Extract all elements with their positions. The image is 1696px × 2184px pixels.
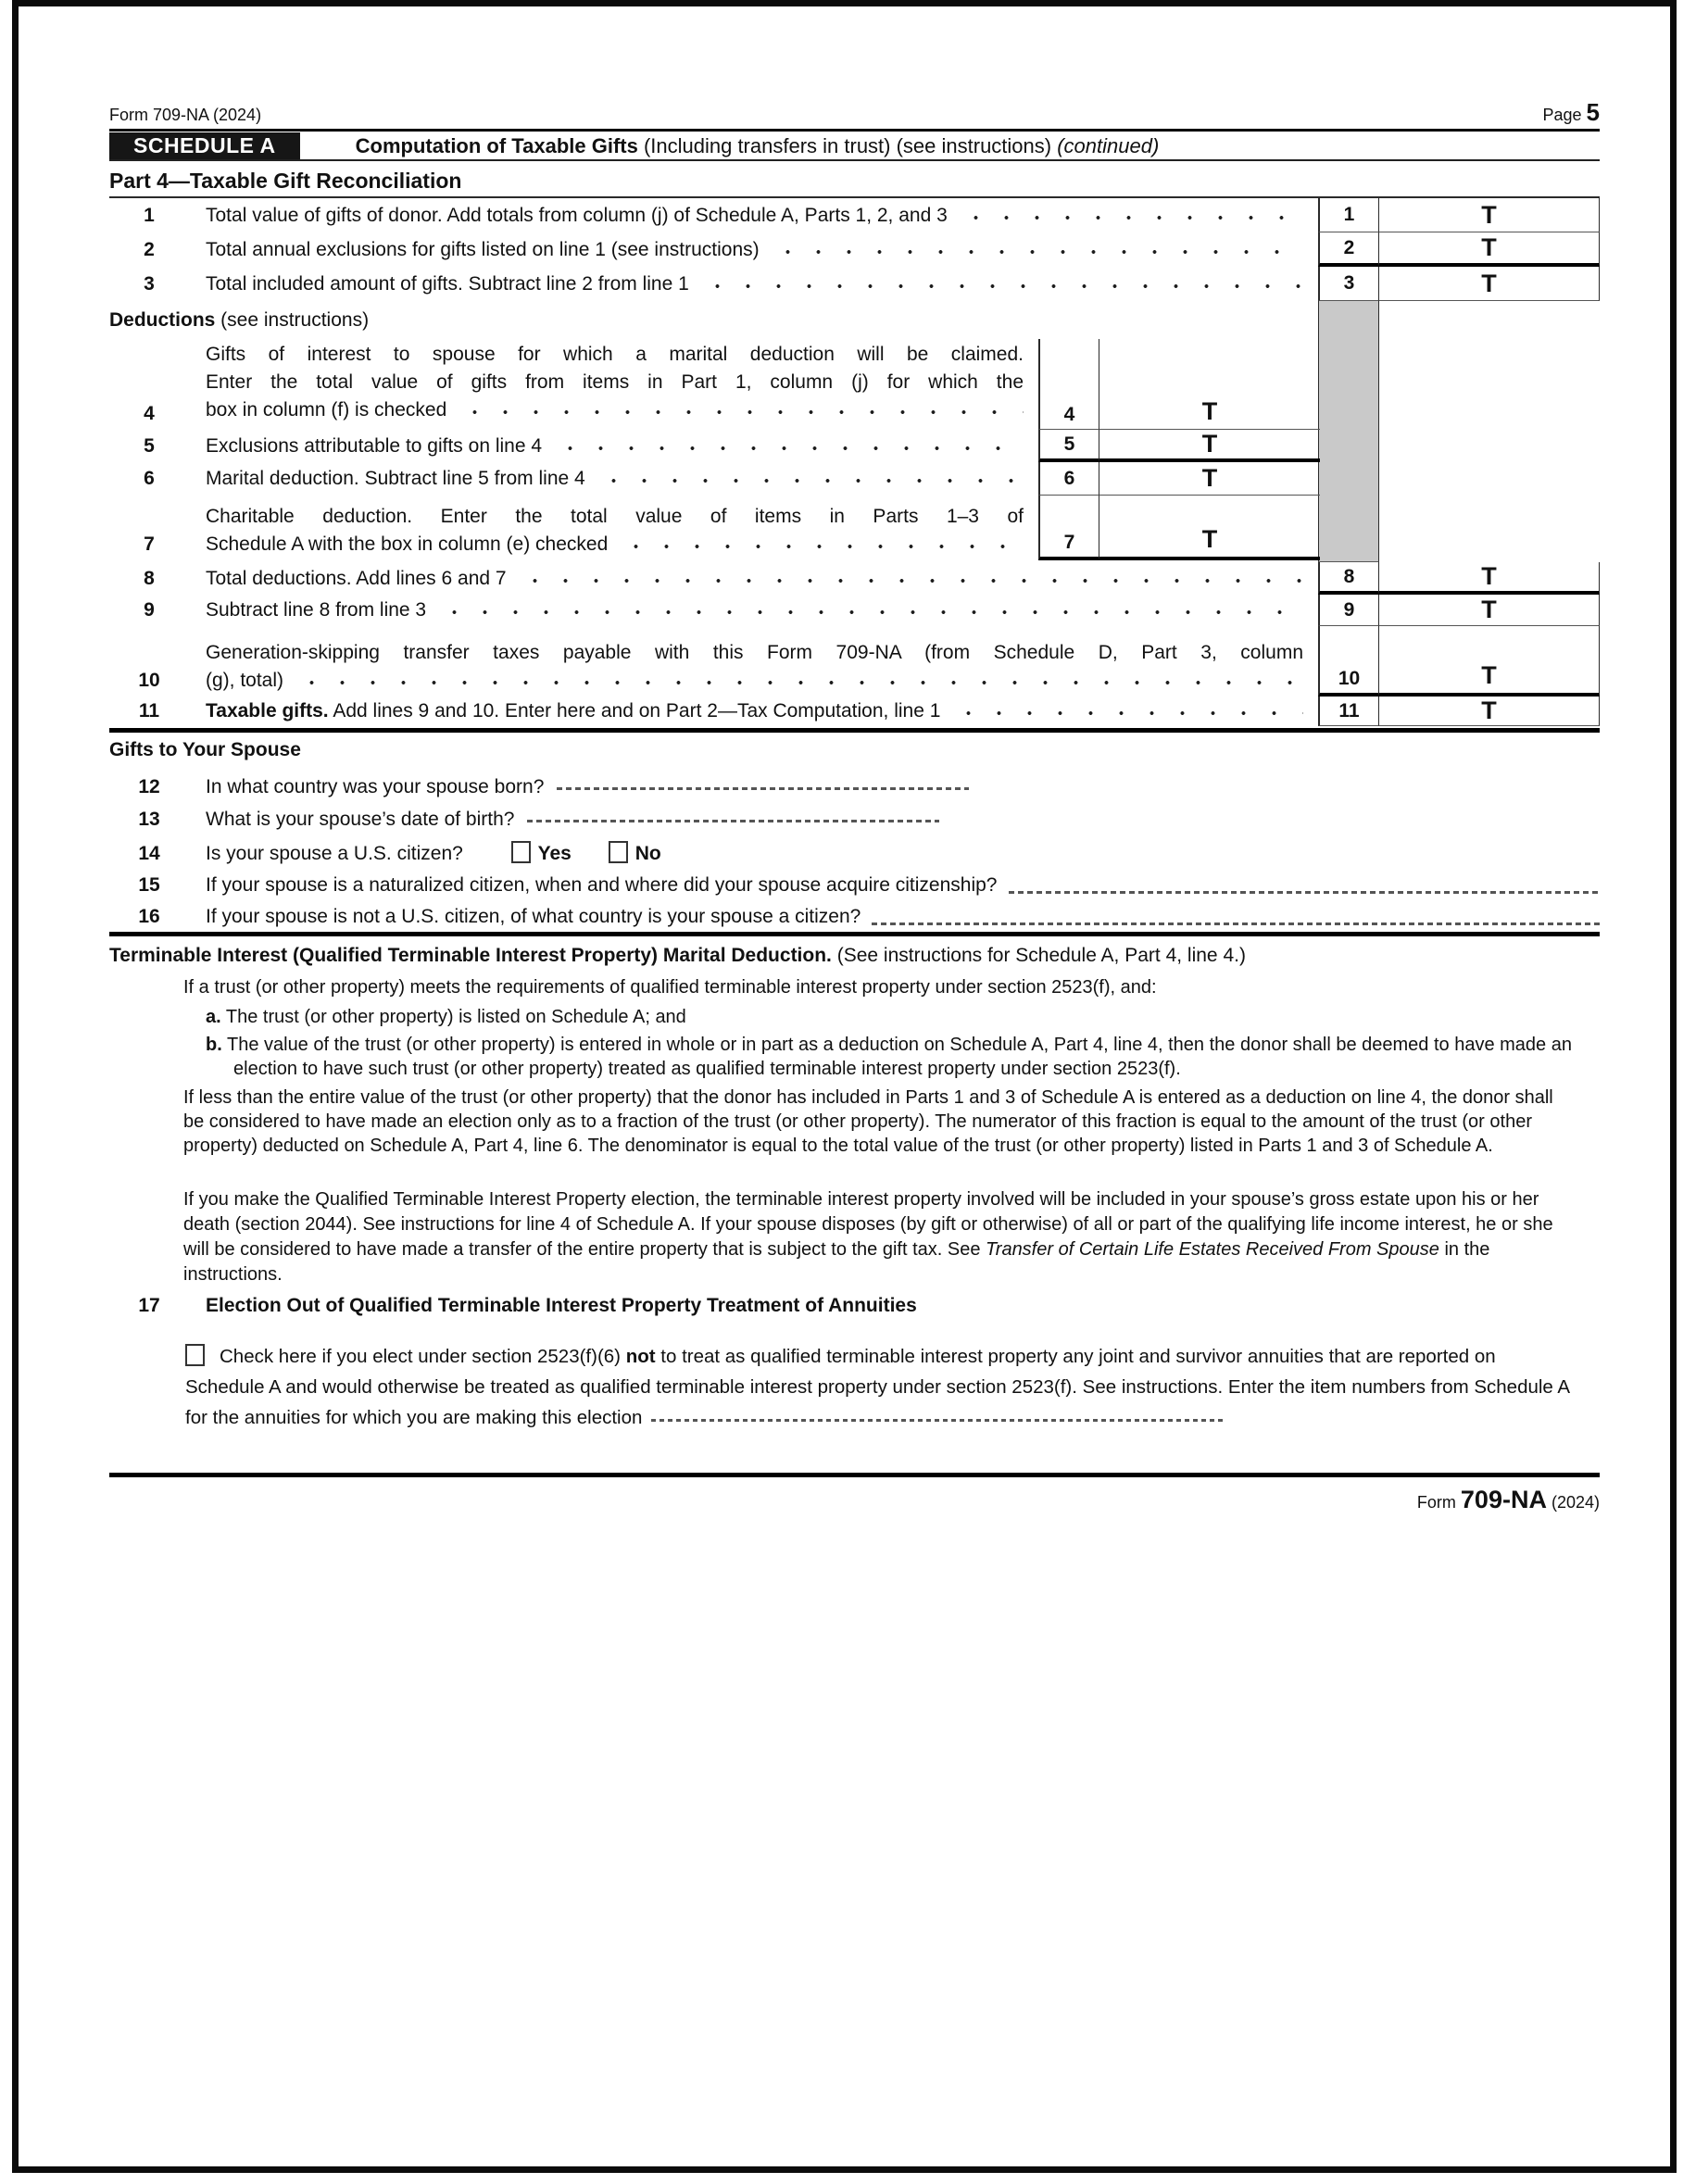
dot-leader bbox=[456, 396, 1024, 424]
item-a-label: a. bbox=[206, 1007, 221, 1027]
line-number: 13 bbox=[138, 809, 160, 830]
paragraph3-post: in the instructions. bbox=[183, 1239, 1490, 1285]
deductions-heading bbox=[109, 309, 369, 332]
table-row-3 bbox=[109, 267, 1600, 301]
box-line-number: 11 bbox=[1318, 697, 1379, 726]
line-15 bbox=[109, 874, 1600, 897]
schedule-a-bar bbox=[109, 132, 1600, 161]
part4-rows-4-7 bbox=[109, 339, 1320, 560]
amount-field-line7[interactable]: T bbox=[1099, 496, 1320, 560]
line-number: 7 bbox=[144, 533, 155, 555]
schedule-a-title bbox=[300, 132, 1160, 159]
part4-rows-1-3 bbox=[109, 198, 1600, 301]
shaded-column bbox=[1318, 301, 1379, 562]
yes-label: Yes bbox=[537, 843, 572, 864]
line-number: 5 bbox=[144, 434, 155, 457]
line-number: 4 bbox=[144, 403, 155, 424]
dot-leader bbox=[769, 232, 1303, 267]
line17-text-pre: Check here if you elect under section 2523(f)(6) bbox=[220, 1346, 626, 1367]
terminable-item-a bbox=[206, 1005, 1604, 1030]
line-number: 1 bbox=[144, 204, 155, 226]
table-row-1 bbox=[109, 198, 1600, 232]
paragraph3-pre: If you make the Qualified Terminable Interest Property election, the terminable interest property involved will be included in your spouse’s gross estate upon his or her death (section 2044). See instructions for line 4 of Schedule A. If your spouse disposes (by gift or otherwise) of all or part of the qualifying life income interest, he or she will be considered to have made a transfer of the entire property that is subject to the gift tax. See bbox=[183, 1189, 1553, 1260]
form-id-header: Form 709-NA (2024) bbox=[109, 106, 262, 124]
line-label: Subtract line 8 from line 3 bbox=[206, 599, 427, 621]
dot-leader bbox=[595, 462, 1024, 496]
line-number: 3 bbox=[144, 272, 155, 295]
terminable-paragraph-1: If a trust (or other property) meets the requirements of qualified terminable interest property under section 2523(f), and: bbox=[183, 977, 1157, 998]
line16-question: If your spouse is not a U.S. citizen, of what country is your spouse a citizen? bbox=[206, 906, 861, 927]
line17-text-post: to treat as qualified terminable interest property any joint and survivor annuities that are reported on Schedule A and would otherwise be treated as qualified terminable interest property under section 2523(f). See instructions. Enter the item numbers from Schedule A for the annuities for which you are making this election bbox=[185, 1346, 1569, 1428]
footer-rule bbox=[109, 1473, 1600, 1477]
line11-label-bold: Taxable gifts. bbox=[206, 700, 329, 722]
footer-form-label: Form bbox=[1416, 1493, 1456, 1512]
amount-field-line4[interactable]: T bbox=[1099, 339, 1320, 430]
schedule-title-bold: Computation of Taxable Gifts bbox=[355, 133, 638, 157]
line-number: 6 bbox=[144, 468, 155, 489]
table-row-10 bbox=[109, 626, 1600, 697]
table-row-9 bbox=[109, 595, 1600, 626]
terminable-heading-bold: Terminable Interest (Qualified Terminable Interest Property) Marital Deduction. bbox=[109, 945, 832, 966]
dot-leader bbox=[617, 531, 1024, 559]
page-number bbox=[1519, 98, 1600, 127]
line-13 bbox=[109, 809, 1600, 831]
table-row-4 bbox=[109, 339, 1320, 430]
line-number: 10 bbox=[138, 670, 160, 691]
line14-question: Is your spouse a U.S. citizen? bbox=[206, 843, 463, 864]
part4-heading: Part 4—Taxable Gift Reconciliation bbox=[109, 169, 462, 193]
box-line-number: 7 bbox=[1038, 496, 1099, 560]
line-number: 8 bbox=[144, 567, 155, 589]
box-line-number: 5 bbox=[1038, 430, 1099, 462]
amount-field-line2[interactable]: T bbox=[1379, 232, 1600, 267]
terminable-heading bbox=[109, 943, 1600, 968]
line11-label-rest: Add lines 9 and 10. Enter here and on Part 2—Tax Computation, line 1 bbox=[328, 700, 941, 722]
line7-text-2: Schedule A with the box in column (e) checked bbox=[206, 533, 609, 555]
line-label: Exclusions attributable to gifts on line 4 bbox=[206, 434, 543, 457]
yes-checkbox[interactable] bbox=[511, 841, 531, 863]
footer-form-id bbox=[1297, 1486, 1600, 1514]
dot-leader bbox=[551, 430, 1024, 462]
dot-leader bbox=[293, 667, 1303, 695]
amount-field-line5[interactable]: T bbox=[1099, 430, 1320, 462]
page-number-value: 5 bbox=[1586, 98, 1600, 126]
line-16 bbox=[109, 906, 1600, 928]
box-line-number: 9 bbox=[1318, 595, 1379, 626]
no-checkbox[interactable] bbox=[609, 841, 628, 863]
line-number: 11 bbox=[138, 700, 160, 722]
line13-question: What is your spouse’s date of birth? bbox=[206, 809, 515, 830]
header-rule bbox=[109, 129, 1600, 132]
spouse-end-rule bbox=[109, 932, 1600, 936]
schedule-a-label: SCHEDULE A bbox=[109, 132, 300, 159]
footer-form-year: (2024) bbox=[1551, 1493, 1600, 1512]
deductions-heading-rest: (see instructions) bbox=[215, 309, 370, 331]
table-row-8 bbox=[109, 562, 1600, 595]
page-label: Page bbox=[1542, 106, 1582, 124]
line-label: Total annual exclusions for gifts listed on line 1 (see instructions) bbox=[206, 238, 760, 260]
line13-answer-line[interactable] bbox=[527, 820, 939, 822]
terminable-paragraph-3 bbox=[183, 1187, 1577, 1287]
line-12 bbox=[109, 776, 1600, 798]
table-row-6 bbox=[109, 462, 1320, 496]
line10-text-1: Generation-skipping transfer taxes payable with this Form 709-NA (from Schedule D, Part 3, column bbox=[206, 642, 1303, 663]
item-a-text: The trust (or other property) is listed on Schedule A; and bbox=[220, 1007, 686, 1027]
line16-answer-line[interactable] bbox=[872, 923, 1600, 925]
line-number: 14 bbox=[138, 843, 160, 864]
box-line-number: 10 bbox=[1318, 626, 1379, 697]
table-row-5 bbox=[109, 430, 1320, 462]
line12-answer-line[interactable] bbox=[557, 787, 969, 790]
line-number: 15 bbox=[138, 874, 160, 896]
amount-field-line9[interactable]: T bbox=[1379, 595, 1600, 626]
part4-end-rule bbox=[109, 728, 1600, 733]
line-number: 9 bbox=[144, 599, 155, 621]
line-label: Total deductions. Add lines 6 and 7 bbox=[206, 567, 507, 589]
amount-field-line1[interactable]: T bbox=[1379, 198, 1600, 232]
line-number: 17 bbox=[138, 1295, 160, 1316]
amount-field-line10[interactable]: T bbox=[1379, 626, 1600, 697]
box-line-number: 6 bbox=[1038, 462, 1099, 496]
spouse-section-heading: Gifts to Your Spouse bbox=[109, 739, 301, 760]
schedule-title-continued: (continued) bbox=[1057, 133, 1160, 157]
line4-text-1: Gifts of interest to spouse for which a marital deduction will be claimed. bbox=[206, 344, 1024, 365]
line-17-heading-row bbox=[109, 1295, 1600, 1317]
item-b-text: The value of the trust (or other property) is entered in whole or in part as a deduction on Schedule A, Part 4, line 4, then the donor shall be deemed to have made an election to have such trust (or other property) treated as qualified terminable interest property under section 2523(f). bbox=[221, 1035, 1572, 1079]
schedule-title-rest: (Including transfers in trust) (see instructions) bbox=[637, 133, 1058, 157]
table-row-2 bbox=[109, 232, 1600, 267]
box-line-number: 2 bbox=[1318, 232, 1379, 267]
line-label: Total value of gifts of donor. Add totals from column (j) of Schedule A, Parts 1, 2, and 3 bbox=[206, 204, 948, 226]
line17-text-bold: not bbox=[625, 1346, 656, 1367]
dot-leader bbox=[698, 267, 1303, 301]
line15-answer-line[interactable] bbox=[1009, 891, 1601, 894]
line12-question: In what country was your spouse born? bbox=[206, 776, 545, 797]
terminable-heading-rest: (See instructions for Schedule A, Part 4, line 4.) bbox=[831, 945, 1246, 966]
line-number: 16 bbox=[138, 906, 160, 927]
line17-heading: Election Out of Qualified Terminable Interest Property Treatment of Annuities bbox=[206, 1295, 917, 1316]
part4-rows-8-11 bbox=[109, 562, 1600, 726]
deductions-heading-bold: Deductions bbox=[109, 309, 216, 331]
dot-leader bbox=[516, 562, 1303, 595]
footer-form-number: 709-NA bbox=[1460, 1486, 1547, 1513]
line15-question: If your spouse is a naturalized citizen, when and where did your spouse acquire citizenship? bbox=[206, 874, 998, 896]
amount-field-line6[interactable]: T bbox=[1099, 462, 1320, 496]
item-b-label: b. bbox=[206, 1035, 222, 1055]
line-number: 2 bbox=[144, 238, 155, 260]
box-line-number: 3 bbox=[1318, 267, 1379, 301]
line4-text-3: box in column (f) is checked bbox=[206, 399, 447, 420]
line-14 bbox=[109, 841, 1600, 865]
election-checkbox[interactable] bbox=[185, 1344, 205, 1366]
box-line-number: 8 bbox=[1318, 562, 1379, 595]
terminable-paragraph-2: If less than the entire value of the trust (or other property) that the donor has included in Parts 1 and 3 of Schedule A is entered as a deduction on line 4, the donor shall be considered to have made an election only as to a fraction of the trust (or other property). The numerator of this fraction is equal to the amount of the trust (or other property) deducted on Schedule A, Part 4, line 6. The denominator is equal to the total value of the trust (or other property) listed in Parts 1 and 3 of Schedule A. bbox=[183, 1087, 1553, 1156]
box-line-number: 1 bbox=[1318, 198, 1379, 232]
amount-field-line8[interactable]: T bbox=[1379, 562, 1600, 595]
paragraph3-italic: Transfer of Certain Life Estates Received From Spouse bbox=[986, 1239, 1439, 1260]
line10-text-2: (g), total) bbox=[206, 670, 284, 691]
no-label: No bbox=[634, 843, 661, 864]
line17-paragraph bbox=[185, 1341, 1579, 1433]
terminable-item-b bbox=[206, 1033, 1610, 1081]
dot-leader bbox=[957, 198, 1303, 232]
line4-text-2: Enter the total value of gifts from items in Part 1, column (j) for which the bbox=[206, 371, 1024, 393]
line17-answer-line[interactable] bbox=[651, 1419, 1225, 1422]
dot-leader bbox=[949, 697, 1303, 726]
amount-field-line11[interactable]: T bbox=[1379, 697, 1600, 726]
line7-text-1: Charitable deduction. Enter the total value of items in Parts 1–3 of bbox=[206, 506, 1024, 527]
line-label: Total included amount of gifts. Subtract line 2 from line 1 bbox=[206, 272, 689, 295]
box-line-number: 4 bbox=[1038, 339, 1099, 430]
line-label: Marital deduction. Subtract line 5 from line 4 bbox=[206, 468, 585, 489]
dot-leader bbox=[435, 595, 1303, 626]
amount-field-line3[interactable]: T bbox=[1379, 267, 1600, 301]
table-row-11 bbox=[109, 697, 1600, 726]
line-number: 12 bbox=[138, 776, 160, 797]
table-row-7 bbox=[109, 496, 1320, 560]
